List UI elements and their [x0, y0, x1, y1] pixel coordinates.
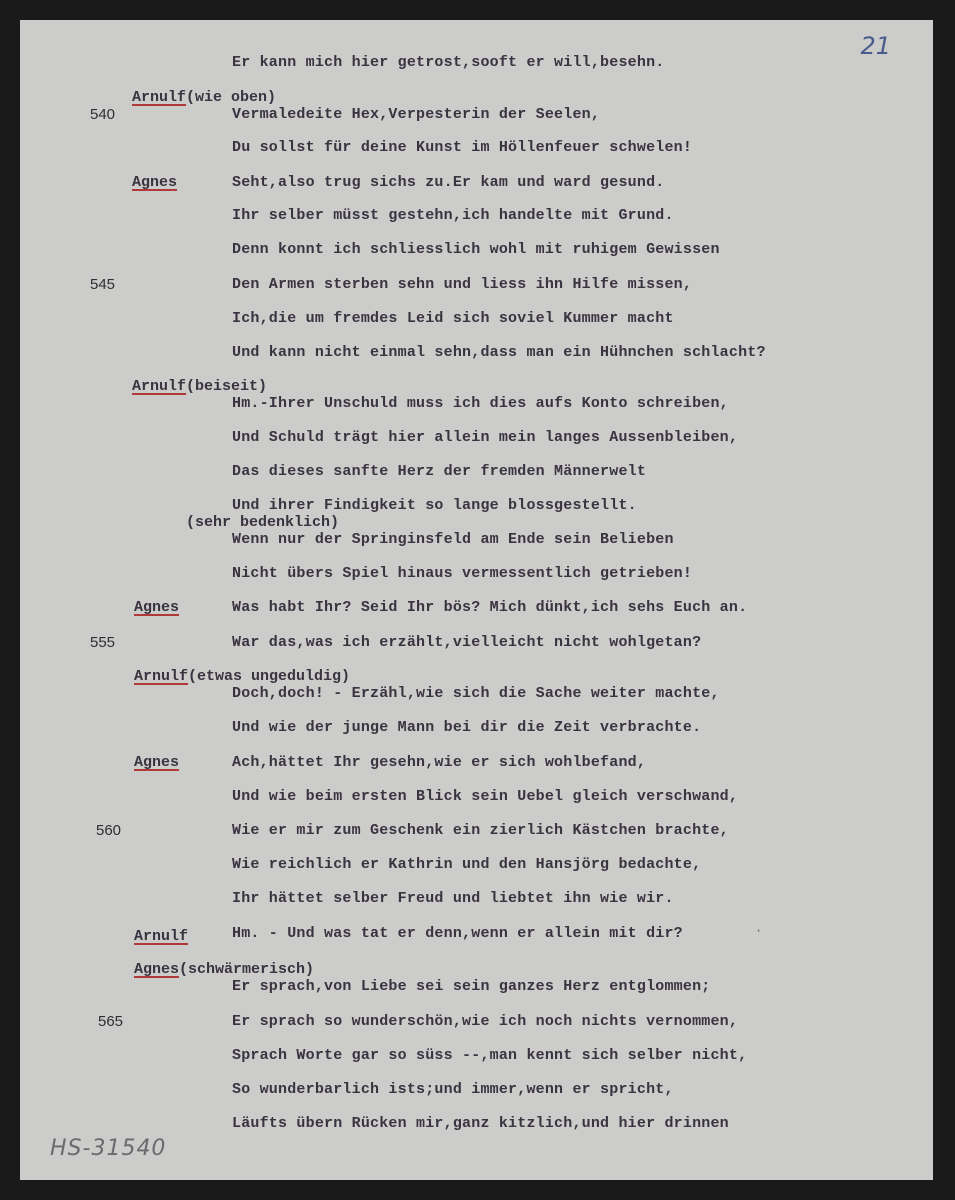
speaker-name: Agnes	[134, 754, 180, 771]
verse-line: Wie er mir zum Geschenk ein zierlich Kästchen brachte,	[232, 822, 729, 839]
verse-line: Läufts übern Rücken mir,ganz kitzlich,und hier drinnen	[232, 1115, 729, 1132]
verse-line: Ihr hättet selber Freud und liebtet ihn wie wir.	[232, 890, 674, 907]
verse-line: Vermaledeite Hex,Verpesterin der Seelen,	[232, 106, 601, 123]
speaker-agnes	[134, 599, 179, 616]
verse-line: Und Schuld trägt hier allein mein langes Aussenbleiben,	[232, 429, 739, 446]
typescript-page	[20, 20, 933, 1180]
speaker-name: Arnulf	[134, 928, 189, 945]
verse-line: Er sprach,von Liebe sei sein ganzes Herz entglommen;	[232, 978, 711, 995]
archive-signature: HS-31540	[50, 1136, 167, 1161]
verse-line: Er kann mich hier getrost,sooft er will,besehn.	[232, 54, 665, 71]
speaker-name: Arnulf	[132, 89, 187, 106]
verse-line: Sprach Worte gar so süss --,man kennt sich selber nicht,	[232, 1047, 748, 1064]
stage-direction: (schwärmerisch)	[179, 961, 315, 978]
verse-line: Und wie der junge Mann bei dir die Zeit verbrachte.	[232, 719, 702, 736]
line-number: 540	[90, 106, 116, 123]
verse-line: Hm. - Und was tat er denn,wenn er allein mit dir?	[232, 925, 683, 942]
stage-direction: (etwas ungeduldig)	[188, 668, 351, 685]
verse-line: Hm.-Ihrer Unschuld muss ich dies aufs Konto schreiben,	[232, 395, 729, 412]
speaker-name: Agnes	[132, 174, 178, 191]
verse-line: Was habt Ihr? Seid Ihr bös? Mich dünkt,ich sehs Euch an.	[232, 599, 748, 616]
speaker-name: Agnes	[134, 599, 180, 616]
line-number: 555	[90, 634, 116, 651]
speaker-agnes	[132, 174, 177, 191]
speaker-name: Arnulf	[132, 378, 187, 395]
line-number: 565	[98, 1013, 124, 1030]
verse-line: Du sollst für deine Kunst im Höllenfeuer schwelen!	[232, 139, 693, 156]
verse-line: Ihr selber müsst gestehn,ich handelte mit Grund.	[232, 207, 674, 224]
stage-direction: (wie oben)	[186, 89, 277, 106]
verse-line: Nicht übers Spiel hinaus vermessentlich getrieben!	[232, 565, 693, 582]
stage-direction: (beiseit)	[186, 378, 268, 395]
verse-line: Und ihrer Findigkeit so lange blossgestellt.	[232, 497, 637, 514]
speaker-agnes	[134, 961, 314, 978]
verse-line: Das dieses sanfte Herz der fremden Männerwelt	[232, 463, 647, 480]
speaker-arnulf	[134, 928, 188, 945]
verse-line: Ach,hättet Ihr gesehn,wie er sich wohlbefand,	[232, 754, 647, 771]
verse-line: Ich,die um fremdes Leid sich soviel Kummer macht	[232, 310, 674, 327]
verse-line: Doch,doch! - Erzähl,wie sich die Sache weiter machte,	[232, 685, 720, 702]
speaker-name: Arnulf	[134, 668, 189, 685]
speaker-arnulf	[134, 668, 350, 685]
speaker-arnulf	[132, 378, 267, 395]
verse-line: So wunderbarlich ists;und immer,wenn er spricht,	[232, 1081, 674, 1098]
page-number: 21	[860, 32, 891, 60]
verse-line: Denn konnt ich schliesslich wohl mit ruhigem Gewissen	[232, 241, 720, 258]
line-number: 560	[96, 822, 122, 839]
verse-line: Den Armen sterben sehn und liess ihn Hilfe missen,	[232, 276, 693, 293]
verse-line: Seht,also trug sichs zu.Er kam und ward gesund.	[232, 174, 665, 191]
stage-direction: (sehr bedenklich)	[186, 514, 340, 531]
verse-line: Und kann nicht einmal sehn,dass man ein Hühnchen schlacht?	[232, 344, 766, 361]
speaker-arnulf	[132, 89, 276, 106]
speaker-name: Agnes	[134, 961, 180, 978]
verse-line: Wie reichlich er Kathrin und den Hansjörg bedachte,	[232, 856, 702, 873]
verse-line: Er sprach so wunderschön,wie ich noch nichts vernommen,	[232, 1013, 739, 1030]
speaker-agnes	[134, 754, 179, 771]
verse-line: Und wie beim ersten Blick sein Uebel gleich verschwand,	[232, 788, 739, 805]
line-number: 545	[90, 276, 116, 293]
verse-line: War das,was ich erzählt,vielleicht nicht wohlgetan?	[232, 634, 702, 651]
verse-line: Wenn nur der Springinsfeld am Ende sein Belieben	[232, 531, 674, 548]
stray-dot: ·	[755, 924, 763, 938]
